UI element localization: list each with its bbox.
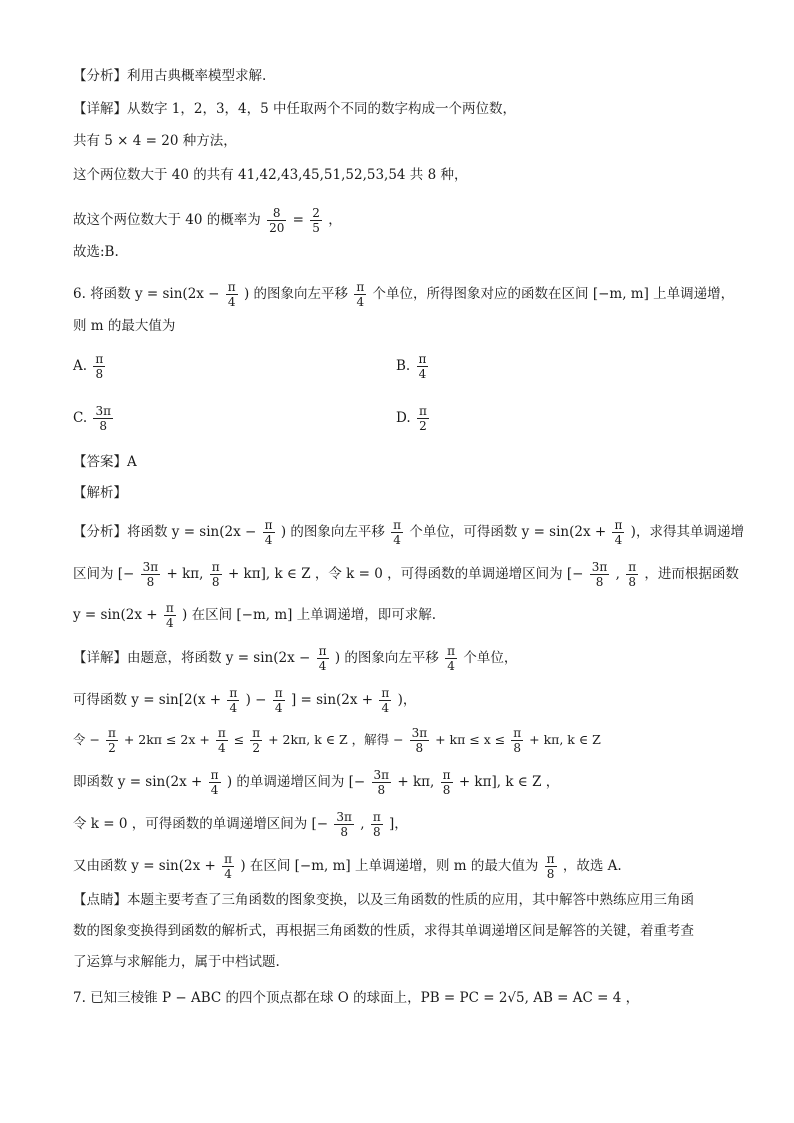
fraction-8-20: $\frac{8}{20}$	[269, 206, 285, 235]
detail-q6-line-1: 【详解】由题意，将函数 y = sin(2x − $\frac{\pi}{4}$ ) 的图象向左平移 $\frac{\pi}{4}$ 个单位，	[73, 644, 518, 673]
comment-line-1: 【点睛】本题主要考查了三角函数的图象变换，以及三角函数的性质的应用，其中解答中熟练应用三角函	[73, 892, 694, 908]
detail-q6-line-2: 可得函数 y = sin[2(x + $\frac{\pi}{4}$ ) − $\frac{\pi}{4}$ ] = sin(2x + $\frac{\pi}{4}$ )，	[73, 686, 417, 715]
probability-line: 故这个两位数大于 40 的概率为 $\frac{8}{20}$ = $\frac{2}{5}$ ，	[73, 206, 342, 235]
detail-q6-line-5: 令 k = 0 ，可得函数的单调递增区间为 [− $\frac{3\pi}{8}$ , $\frac{\pi}{8}$ ]，	[73, 810, 408, 839]
question-6-line-2: 则 m 的最大值为	[73, 318, 176, 334]
detail-line-3: 这个两位数大于 40 的共有 41,42,43,45,51,52,53,54 共 8 种，	[73, 167, 468, 183]
option-c: C. $\frac{3\pi}{8}$	[73, 404, 111, 433]
fraction-2-5: $\frac{2}{5}$	[312, 206, 320, 235]
choose-b-line: 故选:B.	[73, 244, 119, 260]
question-6-line-1: 6. 将函数 y = sin(2x − $\frac{\pi}{4}$ ) 的图象向左平移 $\frac{\pi}{4}$ 个单位，所得图象对应的函数在区间 [−m, m] 上单调递增，	[73, 280, 735, 309]
option-b: B. $\frac{\pi}{4}$	[396, 352, 427, 381]
detail-q6-line-6: 又由函数 y = sin(2x + $\frac{\pi}{4}$ ) 在区间 [−m, m] 上单调递增，则 m 的最大值为 $\frac{\pi}{8}$ ，故选 A.	[73, 852, 622, 881]
detail-q6-line-4: 即函数 y = sin(2x + $\frac{\pi}{4}$ ) 的单调递增区间为 [− $\frac{3\pi}{8}$ + kπ, $\frac{\pi}{8}$ + kπ], k ∈ Z ，	[73, 768, 560, 797]
analysis-line-1: 【分析】将函数 y = sin(2x − $\frac{\pi}{4}$ ) 的图象向左平移 $\frac{\pi}{4}$ 个单位，可得函数 y = sin(2x + $\frac{\pi}{4}$ )，求得其单调递增	[73, 518, 744, 547]
detail-line-2: 共有 5 × 4 = 20 种方法，	[73, 133, 237, 149]
detail-line-1: 【详解】从数字 1，2，3，4，5 中任取两个不同的数字构成一个两位数，	[73, 101, 517, 117]
comment-line-2: 数的图象变换得到函数的解析式，再根据三角函数的性质，求得其单调递增区间是解答的关键，着重考查	[73, 923, 694, 939]
detail-q6-line-3: 令 − $\frac{\pi}{2}$ + 2kπ ≤ 2x + $\frac{\pi}{4}$ ≤ $\frac{\pi}{2}$ + 2kπ, k ∈ Z ，解得 − $\frac{3\pi}{8}$ + kπ ≤ x ≤ $\frac{\pi}{8}$ + kπ, k ∈ Z	[73, 726, 601, 755]
option-a: A. $\frac{\pi}{8}$	[73, 352, 104, 381]
option-d: D. $\frac{\pi}{2}$	[396, 404, 427, 433]
question-7-line: 7. 已知三棱锥 P − ABC 的四个顶点都在球 O 的球面上，PB = PC = 2√5, AB = AC = 4 ，	[73, 990, 640, 1006]
answer-line: 【答案】A	[73, 454, 137, 470]
solution-heading: 【解析】	[73, 485, 127, 501]
analysis-line-3: y = sin(2x + $\frac{\pi}{4}$ ) 在区间 [−m, m] 上单调递增，即可求解.	[73, 601, 436, 630]
analysis-line-2: 区间为 [− $\frac{3\pi}{8}$ + kπ, $\frac{\pi}{8}$ + kπ], k ∈ Z ，令 k = 0 ，可得函数的单调递增区间为 [− $\frac{3\pi}{8}$ , $\frac{\pi}{8}$ ，进而根据函数	[73, 560, 739, 589]
analysis-line-q5: 【分析】利用古典概率模型求解.	[73, 68, 267, 84]
comment-line-3: 了运算与求解能力，属于中档试题.	[73, 954, 280, 970]
